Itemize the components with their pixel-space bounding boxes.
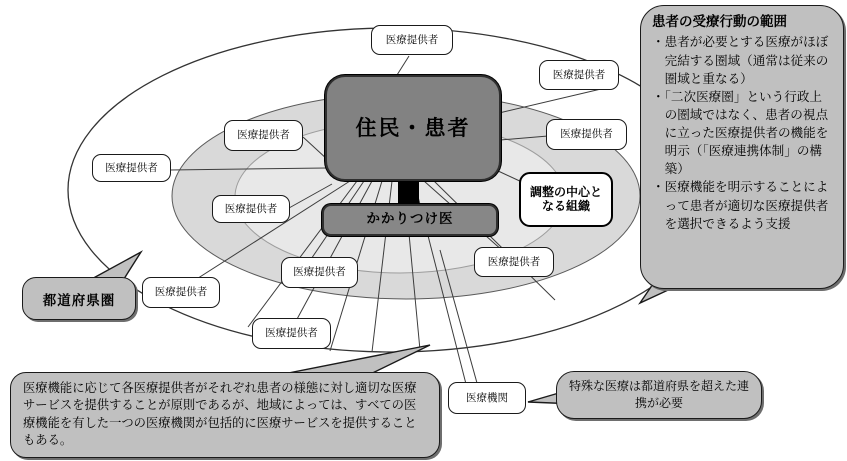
provider-node: 医療提供者	[539, 60, 619, 90]
special-care-callout: 特殊な医療は都道府県を超えた連携が必要	[556, 371, 762, 419]
provider-node: 医療提供者	[252, 318, 331, 349]
provider-node: 医療提供者	[142, 277, 220, 308]
patient-behavior-title: 患者の受療行動の範囲	[652, 14, 787, 30]
patient-behavior-callout	[640, 5, 844, 289]
patient-behavior-bullet: ・患者が必要とする医療がほぼ完結する圏域（通常は従来の圏域と重なる）	[652, 34, 829, 86]
residents-patients-node: 住民・患者	[325, 75, 501, 181]
regional-note-callout: 医療機能に応じて各医療提供者がそれぞれ患者の様態に対し適切な医療サービスを提供することが原則であるが、地域によっては、すべての医療機能を有した一つの医療機関が包括的に医療サービスを提供することもある。	[10, 372, 440, 458]
family-doctor-node: かかりつけ医	[322, 204, 498, 236]
coordination-org-node: 調整の中心となる組織	[519, 172, 613, 227]
provider-node: 医療提供者	[474, 247, 554, 277]
prefecture-area-callout: 都道府県圏	[22, 277, 136, 320]
provider-node: 医療提供者	[281, 257, 358, 288]
provider-node: 医療提供者	[371, 25, 453, 55]
provider-node: 医療提供者	[224, 120, 303, 151]
patient-behavior-bullet: ・医療機能を明示することによって患者が適切な医療提供者を選択できるよう支援	[652, 179, 829, 231]
provider-node: 医療提供者	[92, 154, 171, 182]
provider-node: 医療提供者	[546, 119, 627, 150]
patient-behavior-bullet: ・「二次医療圏」という行政上の圏域ではなく、患者の視点に立った医療提供者の機能を明示（「医療連携体制」の構築）	[652, 88, 829, 177]
provider-node: 医療提供者	[212, 195, 290, 223]
medical-institution-node: 医療機関	[448, 382, 526, 414]
